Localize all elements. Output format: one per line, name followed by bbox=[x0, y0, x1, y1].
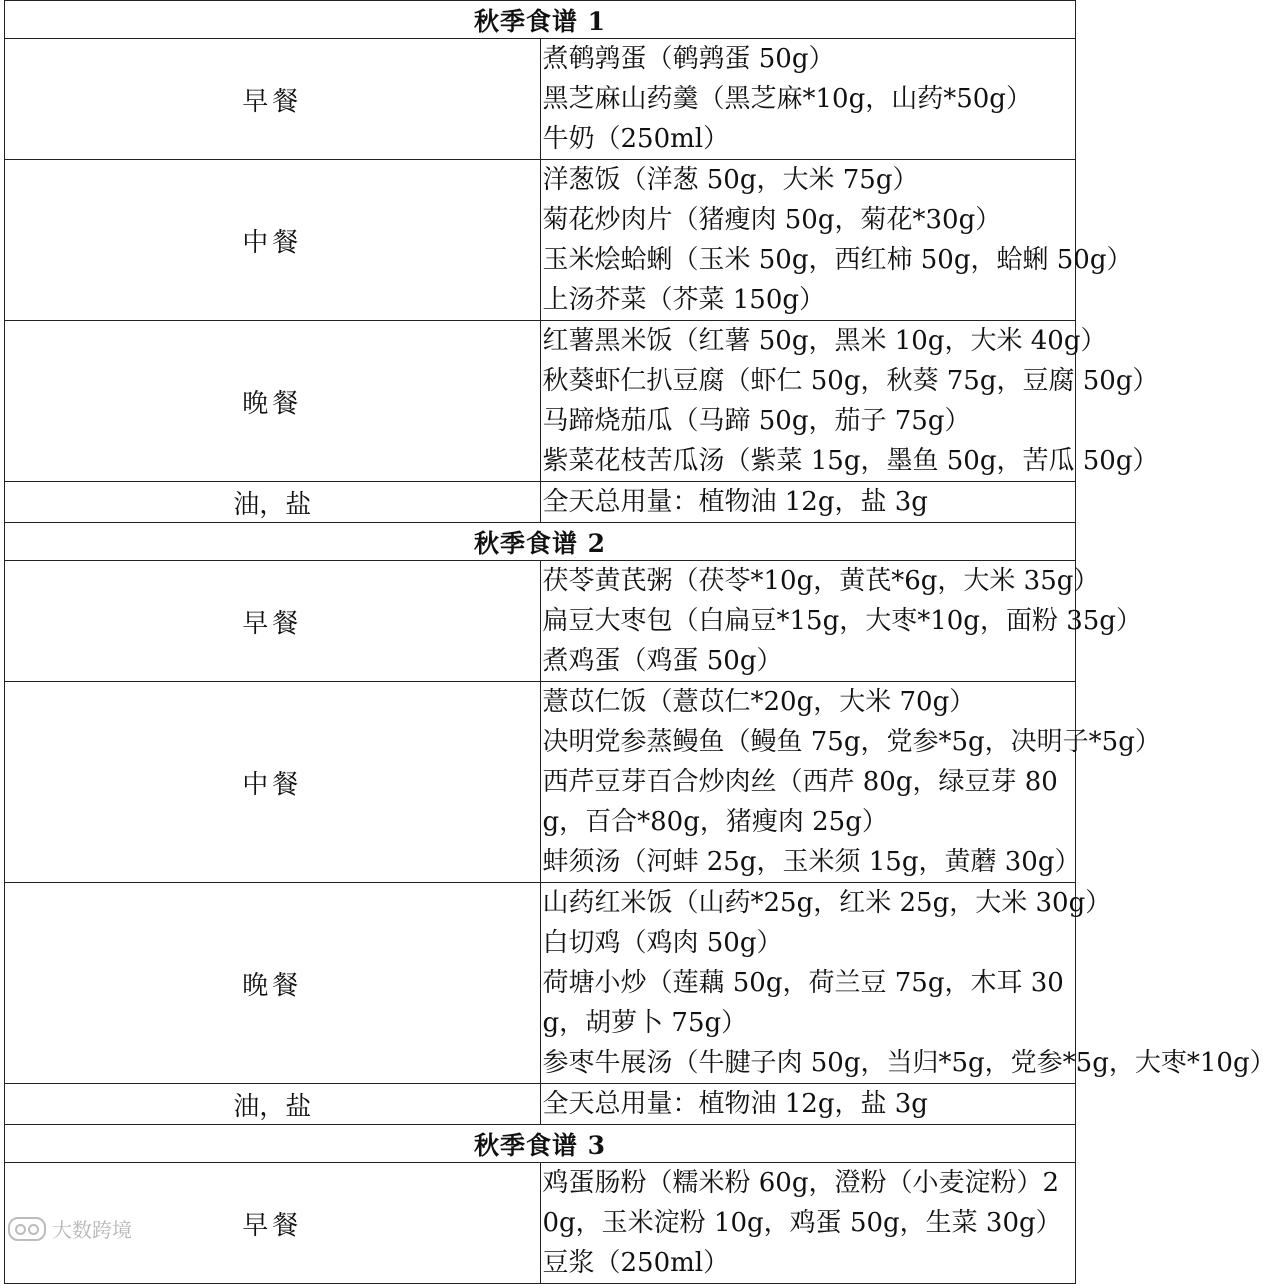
recipe-title: 秋季食谱 3 bbox=[5, 1125, 1076, 1163]
dish-item: 白切鸡（鸡肉 50g） bbox=[542, 928, 783, 958]
meal-items bbox=[540, 160, 1133, 321]
watermark-logo-icon bbox=[8, 1217, 46, 1241]
meal-items bbox=[540, 883, 1276, 1084]
dish-item: 煮鸡蛋（鸡蛋 50g） bbox=[542, 646, 783, 676]
watermark-text: 大数跨境 bbox=[52, 1218, 132, 1242]
recipe-title-row bbox=[5, 1125, 1076, 1163]
meal-row bbox=[5, 1163, 1076, 1284]
dish-item: 豆浆（250ml） bbox=[542, 1248, 730, 1278]
dish-item: 决明党参蒸鳗鱼（鳗鱼 75g，党参*5g，决明子*5g） bbox=[542, 727, 1161, 757]
dish-item: 西芹豆芽百合炒肉丝（西芹 80g，绿豆芽 80g，百合*80g，猪瘦肉 25g） bbox=[542, 767, 1058, 837]
dish-item: 马蹄烧茄瓜（马蹄 50g，茄子 75g） bbox=[542, 406, 971, 436]
oil-salt-label: 油，盐 bbox=[5, 482, 541, 523]
dish-item: 上汤芥菜（芥菜 150g） bbox=[542, 285, 826, 315]
recipe-title: 秋季食谱 2 bbox=[5, 523, 1076, 561]
dish-item: 茯苓黄芪粥（茯苓*10g，黄芪*6g，大米 35g） bbox=[542, 566, 1100, 596]
recipe-title: 秋季食谱 1 bbox=[5, 1, 1076, 39]
meal-row bbox=[5, 39, 1076, 160]
meal-name: 中餐 bbox=[5, 160, 541, 321]
oil-salt-text: 全天总用量：植物油 12g，盐 3g bbox=[540, 482, 1076, 523]
dish-item: 牛奶（250ml） bbox=[542, 124, 730, 154]
meal-row bbox=[5, 160, 1076, 321]
meal-name: 早餐 bbox=[5, 39, 541, 160]
oil-salt-row bbox=[5, 482, 1076, 523]
recipe-table bbox=[4, 0, 1276, 1284]
recipe-title-row bbox=[5, 523, 1076, 561]
dish-item: 参枣牛展汤（牛腱子肉 50g，当归*5g，党参*5g，大枣*10g） bbox=[542, 1048, 1276, 1078]
meal-row bbox=[5, 321, 1076, 482]
meal-row bbox=[5, 561, 1076, 682]
meal-row bbox=[5, 682, 1076, 883]
oil-salt-row bbox=[5, 1084, 1076, 1125]
dish-item: 菊花炒肉片（猪瘦肉 50g，菊花*30g） bbox=[542, 205, 1002, 235]
meal-name: 晚餐 bbox=[5, 321, 541, 482]
meal-items bbox=[540, 1163, 1076, 1284]
meal-row bbox=[5, 883, 1076, 1084]
dish-item: 蚌须汤（河蚌 25g，玉米须 15g，黄蘑 30g） bbox=[542, 847, 1081, 877]
meal-name: 早餐 bbox=[5, 561, 541, 682]
dish-item: 荷塘小炒（莲藕 50g，荷兰豆 75g，木耳 30g，胡萝卜 75g） bbox=[542, 968, 1064, 1038]
meal-items bbox=[540, 39, 1076, 160]
dish-item: 山药红米饭（山药*25g，红米 25g，大米 30g） bbox=[542, 888, 1112, 918]
dish-item: 秋葵虾仁扒豆腐（虾仁 50g，秋葵 75g，豆腐 50g） bbox=[542, 366, 1159, 396]
meal-items bbox=[540, 682, 1161, 883]
dish-item: 玉米烩蛤蜊（玉米 50g，西红柿 50g，蛤蜊 50g） bbox=[542, 245, 1133, 275]
dish-item: 煮鹌鹑蛋（鹌鹑蛋 50g） bbox=[542, 44, 835, 74]
recipe-table-body bbox=[5, 1, 1276, 1284]
dish-item: 薏苡仁饭（薏苡仁*20g，大米 70g） bbox=[542, 687, 976, 717]
dish-item: 鸡蛋肠粉（糯米粉 60g，澄粉（小麦淀粉）20g，玉米淀粉 10g，鸡蛋 50g，生菜 30g） bbox=[542, 1168, 1062, 1238]
oil-salt-text: 全天总用量：植物油 12g，盐 3g bbox=[540, 1084, 1076, 1125]
dish-item: 黑芝麻山药羹（黑芝麻*10g，山药*50g） bbox=[542, 84, 1032, 114]
meal-items bbox=[540, 561, 1142, 682]
meal-name: 晚餐 bbox=[5, 883, 541, 1084]
meal-name: 中餐 bbox=[5, 682, 541, 883]
dish-item: 红薯黑米饭（红薯 50g，黑米 10g，大米 40g） bbox=[542, 326, 1107, 356]
recipe-title-row bbox=[5, 1, 1076, 39]
dish-item: 紫菜花枝苦瓜汤（紫菜 15g，墨鱼 50g，苦瓜 50g） bbox=[542, 446, 1159, 476]
watermark bbox=[8, 1214, 132, 1243]
meal-items bbox=[540, 321, 1159, 482]
dish-item: 洋葱饭（洋葱 50g，大米 75g） bbox=[542, 165, 919, 195]
oil-salt-label: 油，盐 bbox=[5, 1084, 541, 1125]
dish-item: 扁豆大枣包（白扁豆*15g，大枣*10g，面粉 35g） bbox=[542, 606, 1142, 636]
meal-name: 早餐 bbox=[5, 1163, 541, 1284]
